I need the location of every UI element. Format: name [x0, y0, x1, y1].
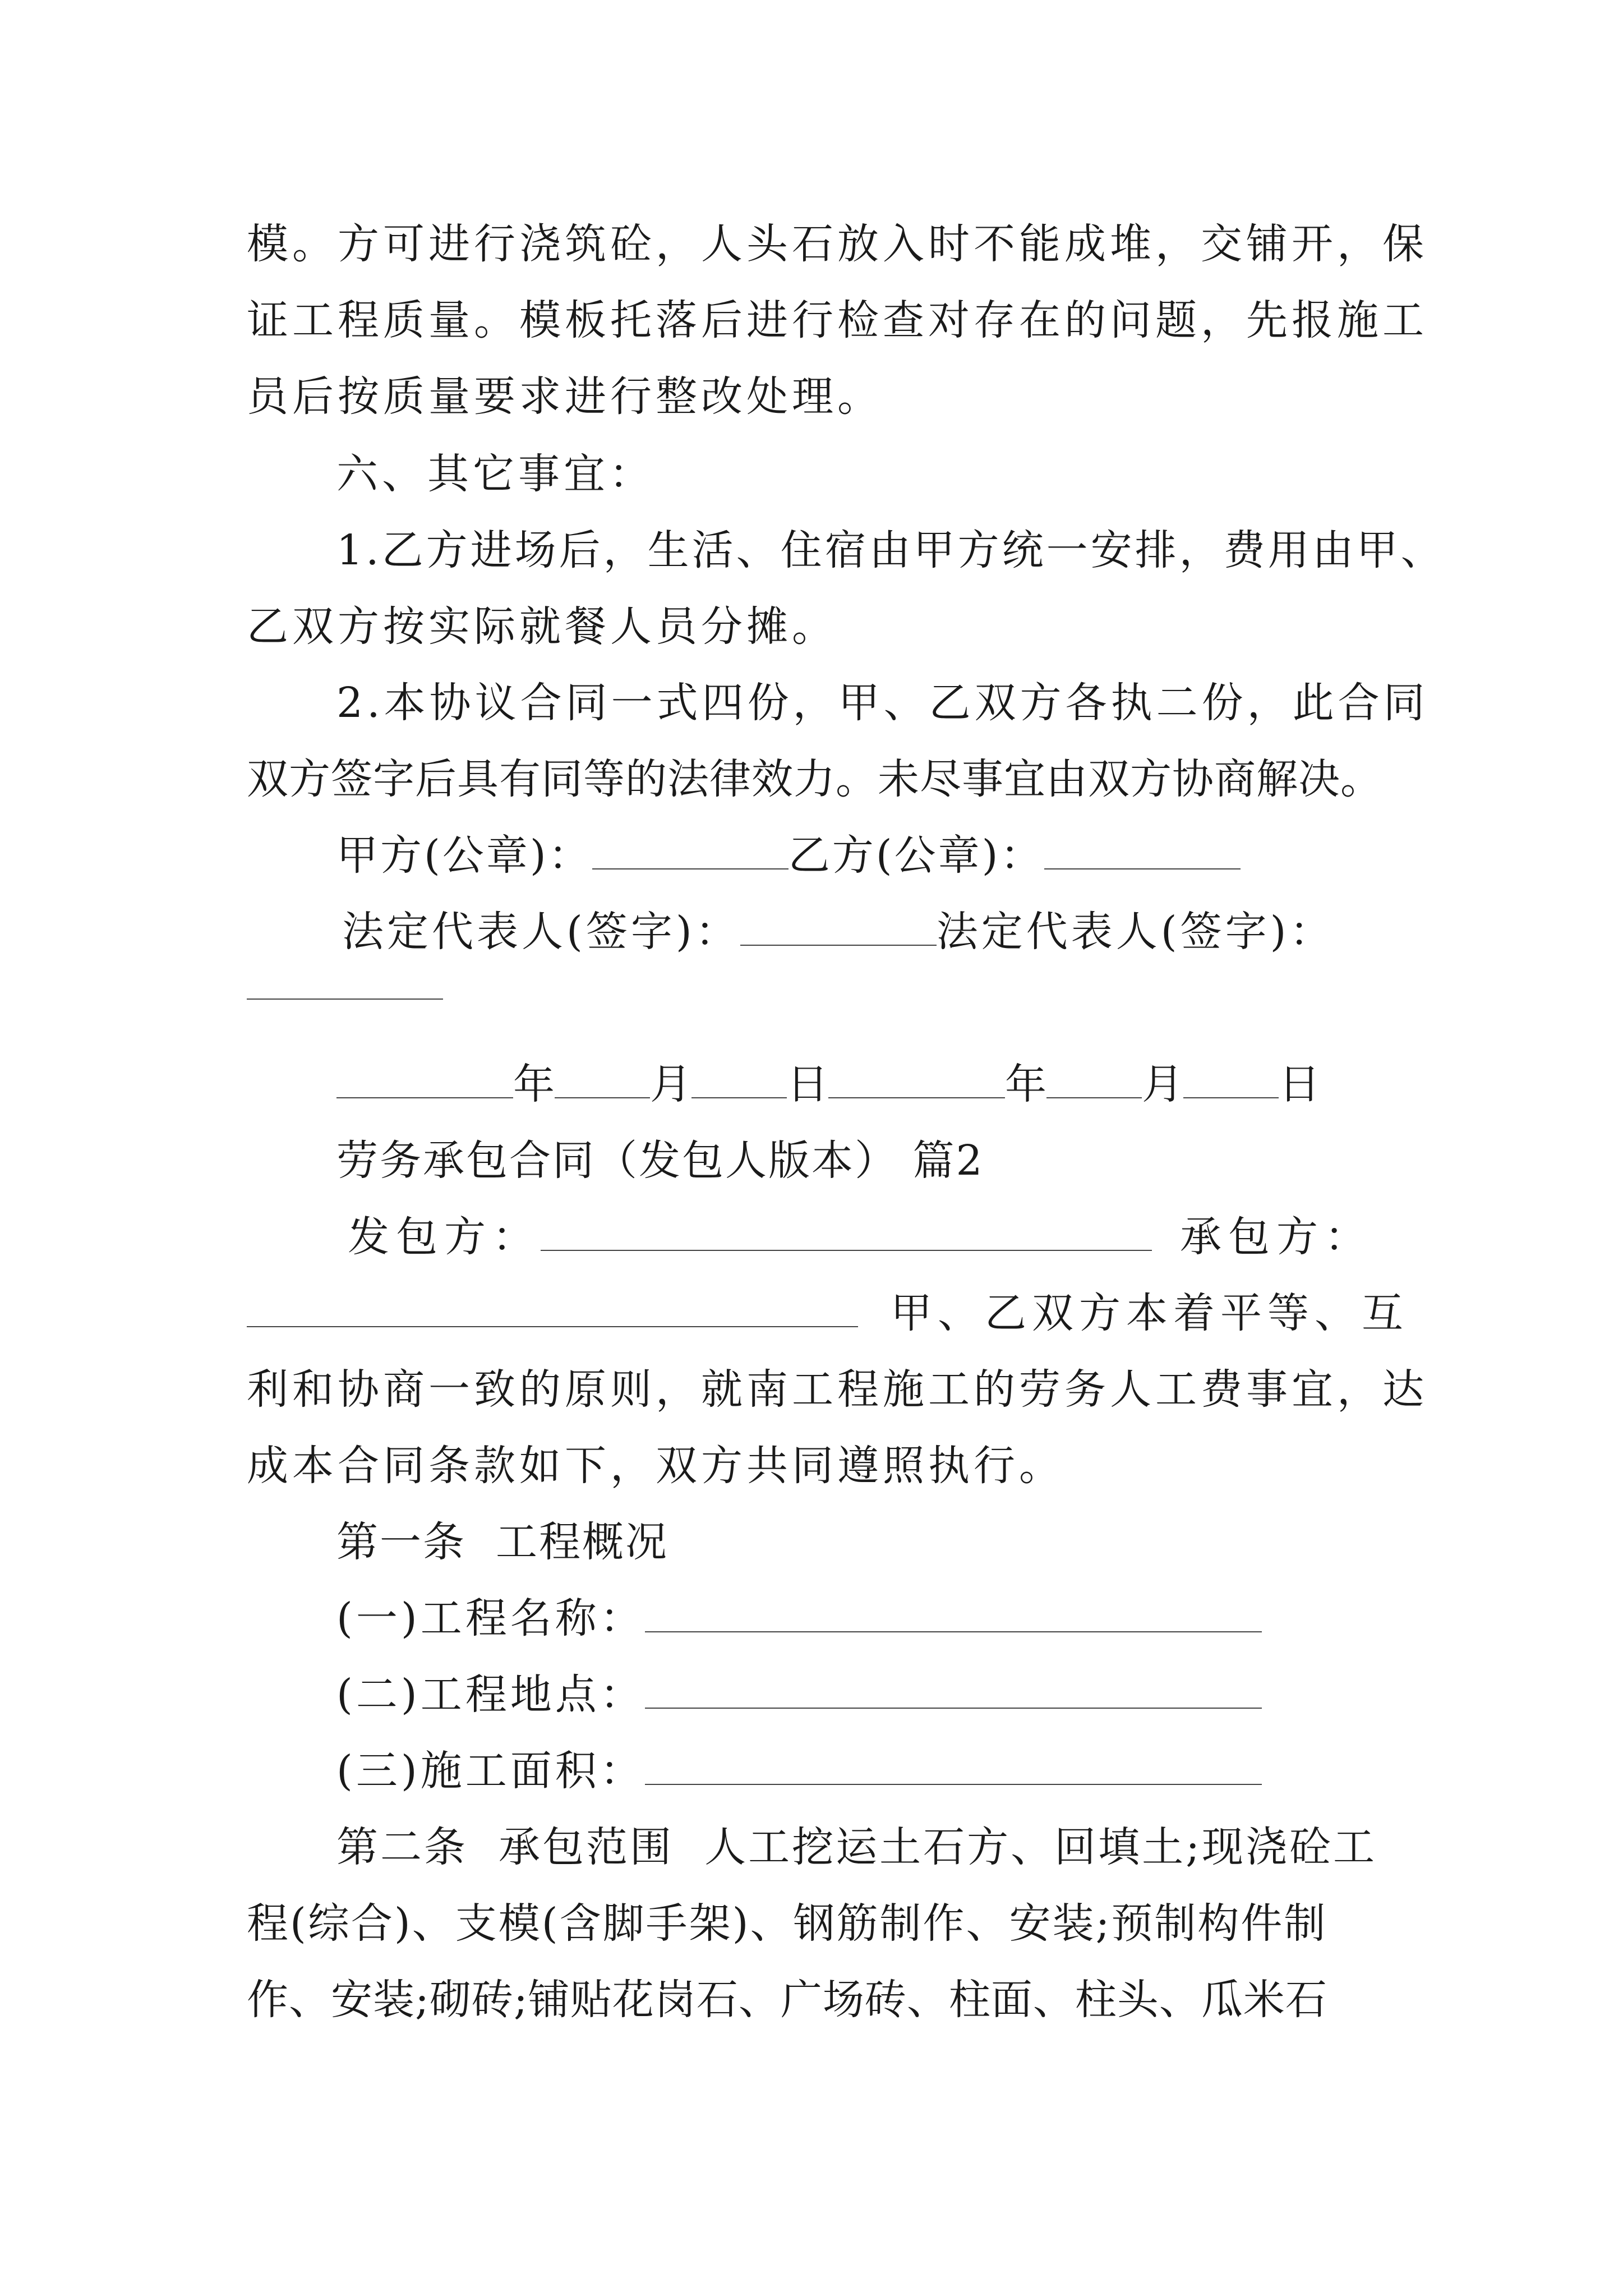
list-item-line: 1.乙方进场后，生活、住宿由甲方统一安排，费用由甲、: [336, 526, 1445, 574]
project-area-field: [336, 1746, 1262, 1796]
contractor-label: 承包方：: [1180, 1213, 1373, 1261]
article-line: 作、安装;砌砖;铺贴花岗石、广场砖、柱面、柱头、瓜米石: [247, 1976, 1327, 2024]
intro-line: [247, 1288, 1409, 1338]
paragraph-line: 证工程质量。模板托落后进行检查对存在的问题，先报施工: [247, 296, 1428, 344]
list-item-line: 乙双方按实际就餐人员分摊。: [247, 602, 837, 651]
parties-line: [348, 1212, 1373, 1262]
paragraph-line: 模。方可进行浇筑砼，人头石放入时不能成堆，交铺开，保: [247, 220, 1428, 268]
article-heading: 第一条 工程概况: [336, 1518, 669, 1566]
contract-title: 劳务承包合同（发包人版本） 篇2: [336, 1137, 984, 1185]
project-name-label: (一)工程名称：: [336, 1594, 645, 1642]
project-name-blank: [645, 1598, 1262, 1632]
rep-a-label: 法定代表人(签字)：: [342, 908, 740, 956]
party-a-seal-blank: [592, 835, 789, 869]
project-location-field: [336, 1669, 1262, 1720]
month-b-label: 月: [1142, 1060, 1183, 1108]
paragraph-line: 利和协商一致的原则，就南工程施工的劳务人工费事宜，达: [247, 1365, 1428, 1414]
project-location-label: (二)工程地点：: [336, 1671, 645, 1719]
year-b-label: 年: [1005, 1060, 1046, 1108]
date-line: [336, 1059, 1320, 1110]
paragraph-line: 员后按质量要求进行整改处理。: [247, 372, 883, 421]
year-b-blank: [828, 1064, 1005, 1098]
article-line: 第二条 承包范围 人工挖运土石方、回填土;现浇砼工: [336, 1823, 1377, 1871]
paragraph-line: 成本合同条款如下，双方共同遵照执行。: [247, 1442, 1064, 1490]
employer-label: 发包方：: [348, 1213, 541, 1261]
party-b-seal-label: 乙方(公章)：: [788, 831, 1044, 880]
list-item-line: 2.本协议合同一式四份，甲、乙双方各执二份，此合同: [336, 679, 1429, 727]
party-a-seal-label: 甲方(公章)：: [336, 831, 592, 880]
intro-tail: 甲、乙双方本着平等、互: [891, 1289, 1409, 1337]
year-a-blank: [336, 1064, 513, 1098]
day-b-blank: [1183, 1064, 1279, 1098]
project-location-blank: [645, 1674, 1262, 1709]
year-a-label: 年: [513, 1060, 555, 1108]
day-b-label: 日: [1279, 1060, 1320, 1108]
rep-b-label: 法定代表人(签字)：: [936, 908, 1335, 956]
month-a-blank: [555, 1064, 650, 1098]
section-heading: 六、其它事宜：: [336, 450, 654, 498]
project-area-label: (三)施工面积：: [336, 1747, 645, 1795]
project-name-field: [336, 1593, 1262, 1644]
month-b-blank: [1046, 1064, 1142, 1098]
day-a-label: 日: [787, 1060, 828, 1108]
party-b-seal-blank: [1044, 835, 1241, 869]
representative-line: [342, 907, 1335, 957]
rep-b-blank: [247, 999, 443, 1000]
seal-line: [336, 830, 1241, 881]
month-a-label: 月: [650, 1060, 691, 1108]
list-item-line: 双方签字后具有同等的法律效力。未尽事宜由双方协商解决。: [247, 755, 1382, 803]
employer-blank: [541, 1216, 1152, 1251]
project-area-blank: [645, 1750, 1262, 1785]
contractor-blank: [247, 1292, 858, 1327]
day-a-blank: [691, 1064, 787, 1098]
article-line: 程(综合)、支模(含脚手架)、钢筋制作、安装;预制构件制: [247, 1899, 1327, 1948]
rep-a-blank: [740, 911, 937, 946]
